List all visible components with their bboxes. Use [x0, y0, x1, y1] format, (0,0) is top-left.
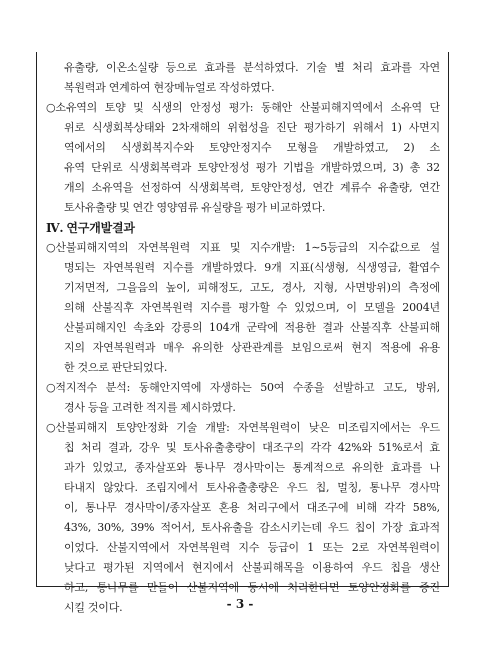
text-line: 유역 단위로 식생회복력과 토양안정성 평가 기법을 개발하였으며, 3) 총 32 [64, 161, 440, 174]
bullet-icon: ○ [46, 381, 56, 394]
bullet-icon: ○ [46, 241, 56, 254]
text-line: 지의 자연복원력과 매우 유의한 상관관계를 보임으로써 현지 적용에 유용 [64, 341, 440, 354]
text-line: 위로 식생회복상태와 2차재해의 위험성을 진단 평가하기 위해서 1) 사면지 [64, 121, 440, 134]
text-line: 개의 소유역을 선정하여 식생회복력, 토양안정성, 연간 계류수 유출량, 연간 [64, 181, 440, 194]
text-line: ○ 적지적수 분석: 동해안지역에 자생하는 50여 수종을 선발하고 고도, 방위, [46, 378, 440, 398]
text-line: 산불피해지인 속초와 강릉의 104개 군락에 적용한 결과 산불직후 산불피해 [64, 321, 440, 334]
text-line: 이었다. 산불지역에서 자연복원력 지수 등급이 1 또는 2로 자연복원력이 [64, 541, 440, 554]
page-number: - 3 - [226, 597, 254, 611]
text-line: 유출량, 이온소실량 등으로 효과를 분석하였다. 기술 별 처리 효과를 자연 [64, 61, 440, 74]
section-heading: Ⅳ. 연구개발결과 [46, 221, 135, 235]
text-line: ○ 소유역의 토양 및 식생의 안정성 평가: 동해안 산불피해지역에서 소유역 단 [46, 98, 440, 118]
text-line: 경사 등을 고려한 적지를 제시하였다. [64, 401, 236, 414]
text-line: 토사유출량 및 연간 영양염류 유실량을 평가 비교하였다. [64, 201, 326, 214]
text-line: ○ 산불피해지 토양안정화 기술 개발: 자연복원력이 낮은 미조림지에서는 우드 [46, 418, 440, 438]
text-line: 낮다고 평가된 지역에서 현지에서 산불피해목을 이용하여 우드 칩을 생산 [64, 561, 440, 574]
text-line: 칩 처리 결과, 강우 및 토사유출총량이 대조구의 각각 42%와 51%로서 효 [64, 441, 440, 454]
text-line: 명되는 자연복원력 지수를 개발하였다. 9개 지표(식생형, 식생영급, 활엽수 [64, 261, 440, 274]
text-line: 역에서의 식생회복지수와 토양안정지수 모형을 개발하였고, 2) 소 [64, 141, 440, 154]
text-line: 한 것으로 판단되었다. [64, 361, 168, 374]
text-line: ○ 산불피해지역의 자연복원력 지표 및 지수개발: 1∼5등급의 지수값으로 설 [46, 238, 440, 258]
text-line: 하고, 통나무를 만들어 산불지역에 동시에 처리한다면 토양안정화를 증진 [64, 581, 440, 594]
text-line: 기저면적, 그을음의 높이, 피해정도, 고도, 경사, 지형, 사면방위)의 측정에 [64, 281, 440, 294]
text-line: 타내지 않았다. 조림지에서 토사유출총량은 우드 칩, 멀칭, 통나무 경사막 [64, 481, 440, 494]
text-line: 시킬 것이다. [64, 601, 123, 614]
document-body [46, 58, 440, 618]
text-line: 43%, 30%, 39% 적어서, 토사유출을 감소시키는데 우드 칩이 가장 효과적 [64, 521, 440, 534]
text-line: 복원력과 연계하여 현장메뉴얼로 작성하였다. [64, 81, 275, 94]
text-line: 이, 통나무 경사막이/종자살포 혼용 처리구에서 대조구에 비해 각각 58%, [64, 501, 440, 514]
bullet-icon: ○ [46, 101, 56, 114]
text-line: 의해 산불직후 자연복원력 지수를 평가할 수 있었으며, 이 모델을 2004년 [64, 301, 440, 314]
text-line: 과가 있었고, 종자살포와 통나무 경사막이는 통계적으로 유의한 효과를 나 [64, 461, 440, 474]
bullet-icon: ○ [46, 421, 56, 434]
